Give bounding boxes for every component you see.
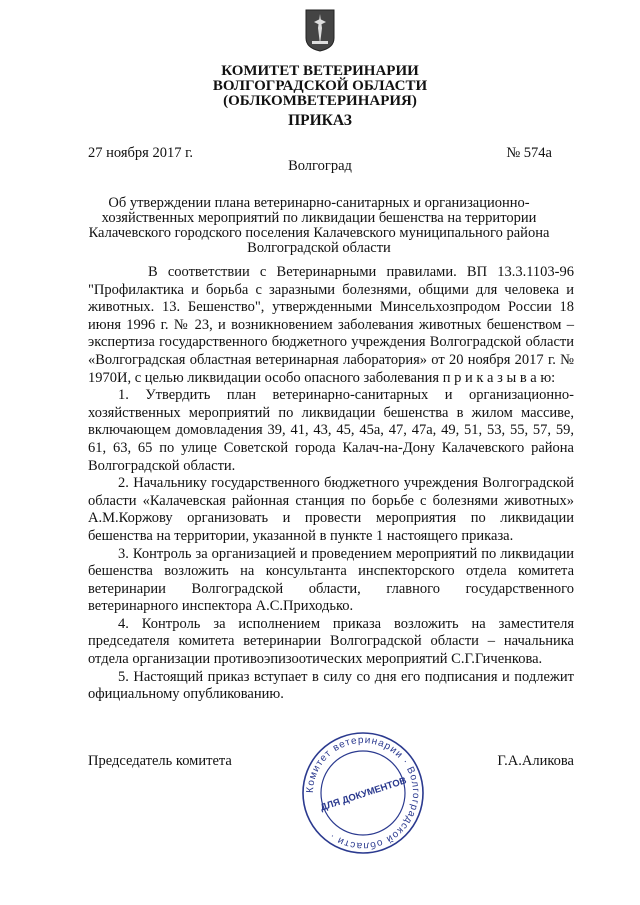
document-number: № 574а <box>506 145 552 161</box>
signatory-position: Председатель комитета <box>88 753 232 769</box>
org-line-2: ВОЛГОГРАДСКОЙ ОБЛАСТИ <box>212 78 428 94</box>
organization-name <box>0 64 640 109</box>
document-type-title: ПРИКАЗ <box>288 112 352 129</box>
document-body <box>88 264 574 704</box>
order-item-5: 5. Настоящий приказ вступает в силу со дня его подписания и подлежит официальному опубликованию. <box>88 668 574 703</box>
org-line-3: (ОБЛКОМВЕТЕРИНАРИЯ) <box>223 93 417 109</box>
order-item-2: 2. Начальнику государственного бюджетного учреждения Волгоградской области «Калачевская районная станция по борьбе с болезнями животных» А.М.Коржову организовать и провести мероприятия по ликвидации бешенства на территории, указанной в пункте 1 настоящего приказа. <box>88 475 574 544</box>
subject-line: хозяйственных мероприятий по ликвидации бешенства на территории <box>101 210 537 226</box>
order-item-3: 3. Контроль за организацией и проведением мероприятий по ликвидации бешенства возложить на консультанта инспекторского отдела комитета ветеринарии Волгоградской области, главного государственного ветеринарного инспектора А.С.Приходько. <box>88 545 574 615</box>
subject-line: Об утверждении плана ветеринарно-санитарных и организационно- <box>108 195 530 211</box>
document-city: Волгоград <box>288 158 352 174</box>
order-item-4: 4. Контроль за исполнением приказа возложить на заместителя председателя комитета ветеринарии Волгоградской области – начальника отдела организации противоэпизоотических мероприятий С.Г.Гиченкова. <box>88 615 574 668</box>
signatory-name: Г.А.Аликова <box>497 753 574 769</box>
stamp-ring-text: Комитет ветеринарии · Волгоградской области · <box>304 734 422 852</box>
official-stamp <box>300 730 426 856</box>
order-item-1: 1. Утвердить план ветеринарно-санитарных и организационно-хозяйственных мероприятий по ликвидации бешенства в жилом массиве, включающем домовладения 39, 41, 43, 45, 45а, 47, 47а, 49, 51, 53, 55, 57, 59, 61, 63, 65 по улице Советской города Калач-на-Дону Калачевского района Волгоградской области. <box>88 387 574 474</box>
coat-of-arms-emblem <box>304 8 336 52</box>
document-subject <box>88 196 550 256</box>
subject-line: Волгоградской области <box>247 240 391 256</box>
stamp-center-text: ДЛЯ ДОКУМЕНТОВ <box>318 775 408 814</box>
preamble-paragraph: В соответствии с Ветеринарными правилами. ВП 13.3.1103-96 "Профилактика и борьба с заразными болезнями, общими для человека и животных. 13. Бешенство", утвержденными Минсельхозпродом России 18 июня 1996 г. № 23, и возникновением заболевания животных бешенством – экспертиза государственного бюджетного учреждения Волгоградской области «Волгоградская областная ветеринарная лаборатория» от 20 ноября 2017 г. № 1970И, с целью ликвидации особо опасного заболевания п р и к а з ы в а ю: <box>88 264 574 386</box>
org-line-1: КОМИТЕТ ВЕТЕРИНАРИИ <box>221 63 419 79</box>
document-date: 27 ноября 2017 г. <box>88 145 194 161</box>
subject-line: Калачевского городского поселения Калачевского муниципального района <box>88 225 550 241</box>
